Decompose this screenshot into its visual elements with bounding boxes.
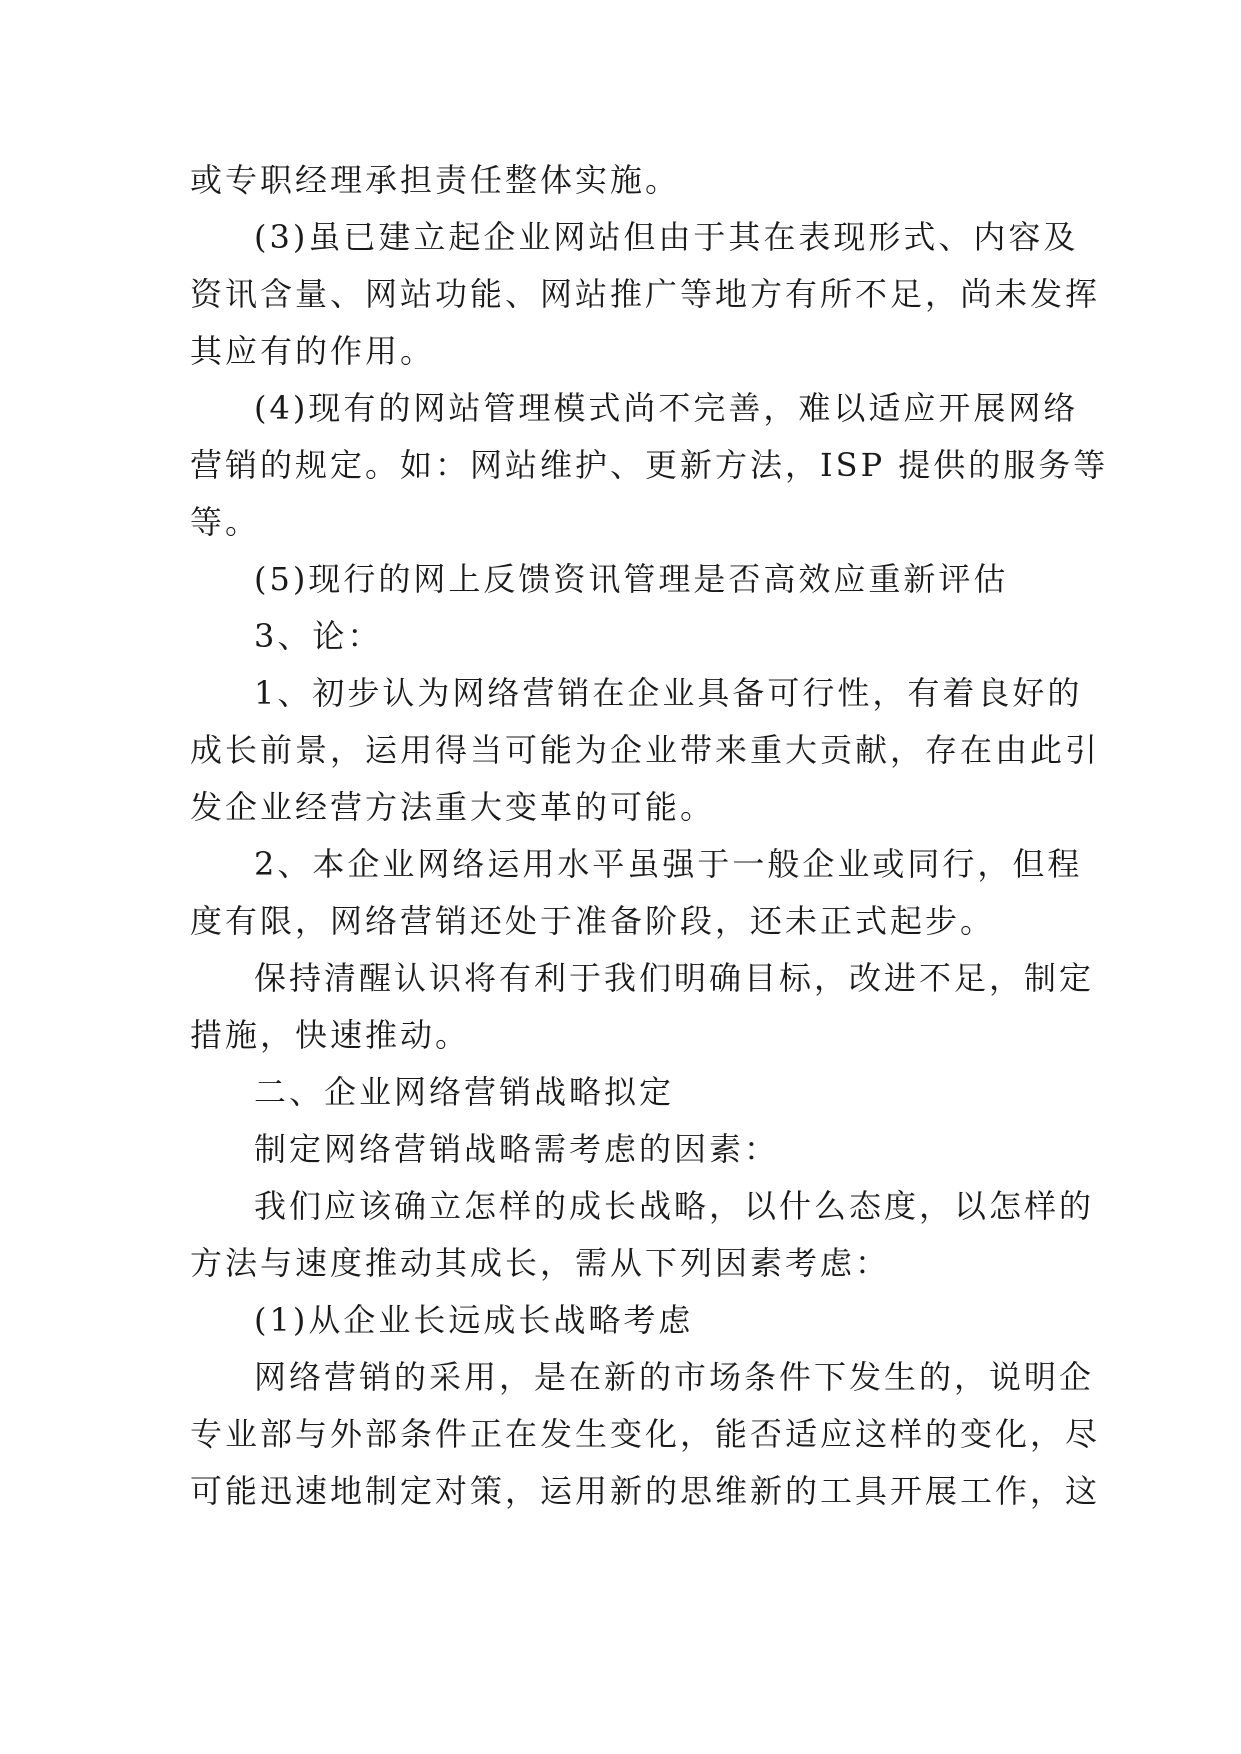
text-line: (1)从企业长远成长战略考虑 — [254, 1301, 694, 1339]
text-line: 保持清醒认识将有利于我们明确目标，改进不足，制定 — [254, 959, 1095, 997]
section-heading: 3、论： — [254, 617, 383, 655]
text-line: 可能迅速地制定对策，运用新的思维新的工具开展工作，这 — [190, 1472, 1101, 1510]
text-line: 其应有的作用。 — [190, 332, 436, 370]
text-line: 发企业经营方法重大变革的可能。 — [190, 788, 716, 826]
text-line: 专业部与外部条件正在发生变化，能否适应这样的变化，尽 — [190, 1415, 1101, 1453]
text-line: (3)虽已建立起企业网站但由于其在表现形式、内容及 — [254, 218, 1079, 256]
text-line: 方法与速度推动其成长，需从下列因素考虑： — [190, 1244, 891, 1282]
text-line: 网络营销的采用，是在新的市场条件下发生的，说明企 — [254, 1358, 1095, 1396]
text-line: 营销的规定。如：网站维护、更新方法，ISP 提供的服务等 — [190, 446, 1109, 484]
text-line: 措施，快速推动。 — [190, 1016, 471, 1054]
text-line: 等。 — [190, 503, 261, 541]
text-line: 或专职经理承担责任整体实施。 — [190, 161, 681, 199]
document-page — [190, 152, 1109, 1520]
text-line: 2、本企业网络运用水平虽强于一般企业或同行，但程 — [254, 845, 1083, 883]
text-line: 我们应该确立怎样的成长战略，以什么态度，以怎样的 — [254, 1187, 1095, 1225]
text-line: (4)现有的网站管理模式尚不完善，难以适应开展网络 — [254, 389, 1079, 427]
text-line: 成长前景，运用得当可能为企业带来重大贡献，存在由此引 — [190, 731, 1101, 769]
text-line: 度有限，网络营销还处于准备阶段，还未正式起步。 — [190, 902, 996, 940]
text-line: 资讯含量、网站功能、网站推广等地方有所不足，尚未发挥 — [190, 275, 1101, 313]
section-heading: 二、企业网络营销战略拟定 — [254, 1073, 675, 1111]
text-line: 1、初步认为网络营销在企业具备可行性，有着良好的 — [254, 674, 1083, 712]
text-line: (5)现行的网上反馈资讯管理是否高效应重新评估 — [254, 560, 1009, 598]
text-line: 制定网络营销战略需考虑的因素： — [254, 1130, 780, 1168]
